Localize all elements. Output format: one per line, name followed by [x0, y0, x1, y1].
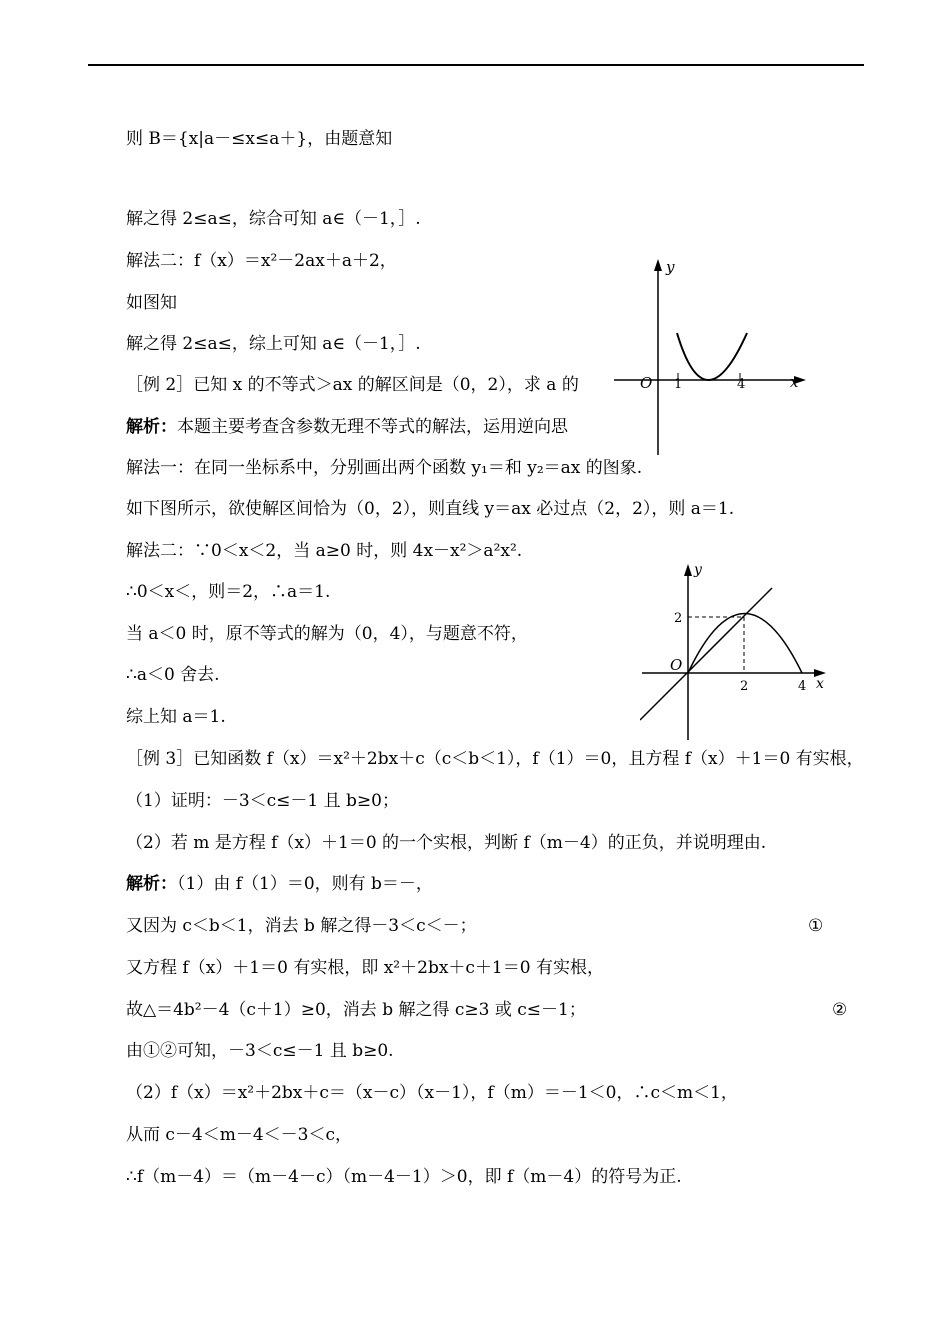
tick-label-y-2: 2	[674, 611, 683, 626]
text-line-25: ∴f（m－4）＝（m－4－c）（m－4－1）＞0，即 f（m－4）的符号为正.	[126, 1167, 682, 1187]
text-line-7	[126, 416, 568, 438]
y-axis-label: y	[666, 258, 675, 276]
text-line-5: 解之得 2≤a≤，综上可知 a∈（－1，］.	[126, 334, 421, 354]
tick-label-x-4: 4	[798, 679, 807, 694]
x-axis-label: x	[790, 373, 799, 391]
text-line-23: （2）f（x）＝x²＋2bx＋c＝（x－c）（x－1），f（m）＝－1＜0，∴c＜m＜1，	[126, 1083, 738, 1103]
text-line-18	[126, 873, 433, 895]
arc-curve	[688, 614, 802, 674]
text-line-21: 故△＝4b²－4（c＋1）≥0，消去 b 解之得 c≥3 或 c≤－1；	[126, 1000, 586, 1020]
text-line-12: 当 a＜0 时，原不等式的解为（0，4），与题意不符，	[126, 624, 528, 644]
y-axis-arrow	[654, 259, 662, 271]
parabola-curve	[677, 333, 747, 380]
text-line-3: 解法二：f（x）＝x²－2ax＋a＋2，	[126, 251, 397, 271]
analysis-text-2: （1）由 f（1）＝0，则有 b＝－，	[177, 874, 433, 894]
text-line-4: 如图知	[126, 293, 177, 313]
text-line-2: 解之得 2≤a≤，综合可知 a∈（－1，］.	[126, 209, 421, 229]
text-line-10: 解法二：∵0＜x＜2，当 a≥0 时，则 4x－x²＞a²x².	[126, 541, 523, 561]
text-line-11: ∴0＜x＜，则＝2，∴a＝1.	[126, 582, 331, 602]
text-line-13: ∴a＜0 舍去.	[126, 665, 220, 685]
equation-marker-1: ①	[808, 916, 824, 936]
line-y-ax	[640, 588, 772, 720]
analysis-text-1: 本题主要考查含参数无理不等式的解法，运用逆向思	[177, 417, 568, 437]
text-line-1: 则 B＝{x|a－≤x≤a＋}，由题意知	[126, 129, 393, 149]
text-line-9: 如下图所示，欲使解区间恰为（0，2），则直线 y＝ax 必过点（2，2），则 a＝1.	[126, 499, 735, 519]
text-line-19: 又因为 c＜b＜1，消去 b 解之得－3＜c＜－；	[126, 916, 477, 936]
text-line-20: 又方程 f（x）＋1＝0 有实根，即 x²＋2bx＋c＋1＝0 有实根，	[126, 958, 604, 978]
x-axis-label: x	[816, 676, 824, 692]
equation-marker-2: ②	[832, 1000, 848, 1020]
text-line-14: 综上知 a＝1.	[126, 707, 226, 727]
text-line-24: 从而 c－4＜m－4＜－3＜c，	[126, 1125, 353, 1145]
analysis-label-1: 解析：	[126, 417, 177, 437]
arc-line-figure	[640, 560, 835, 743]
y-axis-label: y	[694, 562, 702, 578]
tick-label-x-2: 2	[740, 679, 749, 694]
tick-label-1: 1	[674, 377, 683, 392]
analysis-label-2: 解析：	[126, 874, 177, 894]
text-line-6: ［例 2］已知 x 的不等式＞ax 的解区间是（0，2），求 a 的	[126, 375, 579, 395]
header-rule	[88, 64, 864, 66]
text-line-22: 由①②可知，－3＜c≤－1 且 b≥0.	[126, 1041, 394, 1061]
parabola-figure	[610, 255, 810, 460]
tick-label-4: 4	[737, 377, 746, 392]
y-axis-arrow	[684, 564, 692, 576]
origin-label: O	[640, 374, 653, 392]
origin-label: O	[670, 656, 683, 674]
text-line-17: （2）若 m 是方程 f（x）＋1＝0 的一个实根，判断 f（m－4）的正负，并说明理由.	[126, 833, 767, 853]
text-line-16: （1）证明：－3＜c≤－1 且 b≥0；	[126, 791, 399, 811]
text-line-15: ［例 3］已知函数 f（x）＝x²＋2bx＋c（c＜b＜1），f（1）＝0，且方程 f（x）＋1＝0 有实根，	[126, 749, 864, 769]
text-line-8: 解法一：在同一坐标系中，分别画出两个函数 y₁＝和 y₂＝ax 的图象.	[126, 458, 643, 478]
